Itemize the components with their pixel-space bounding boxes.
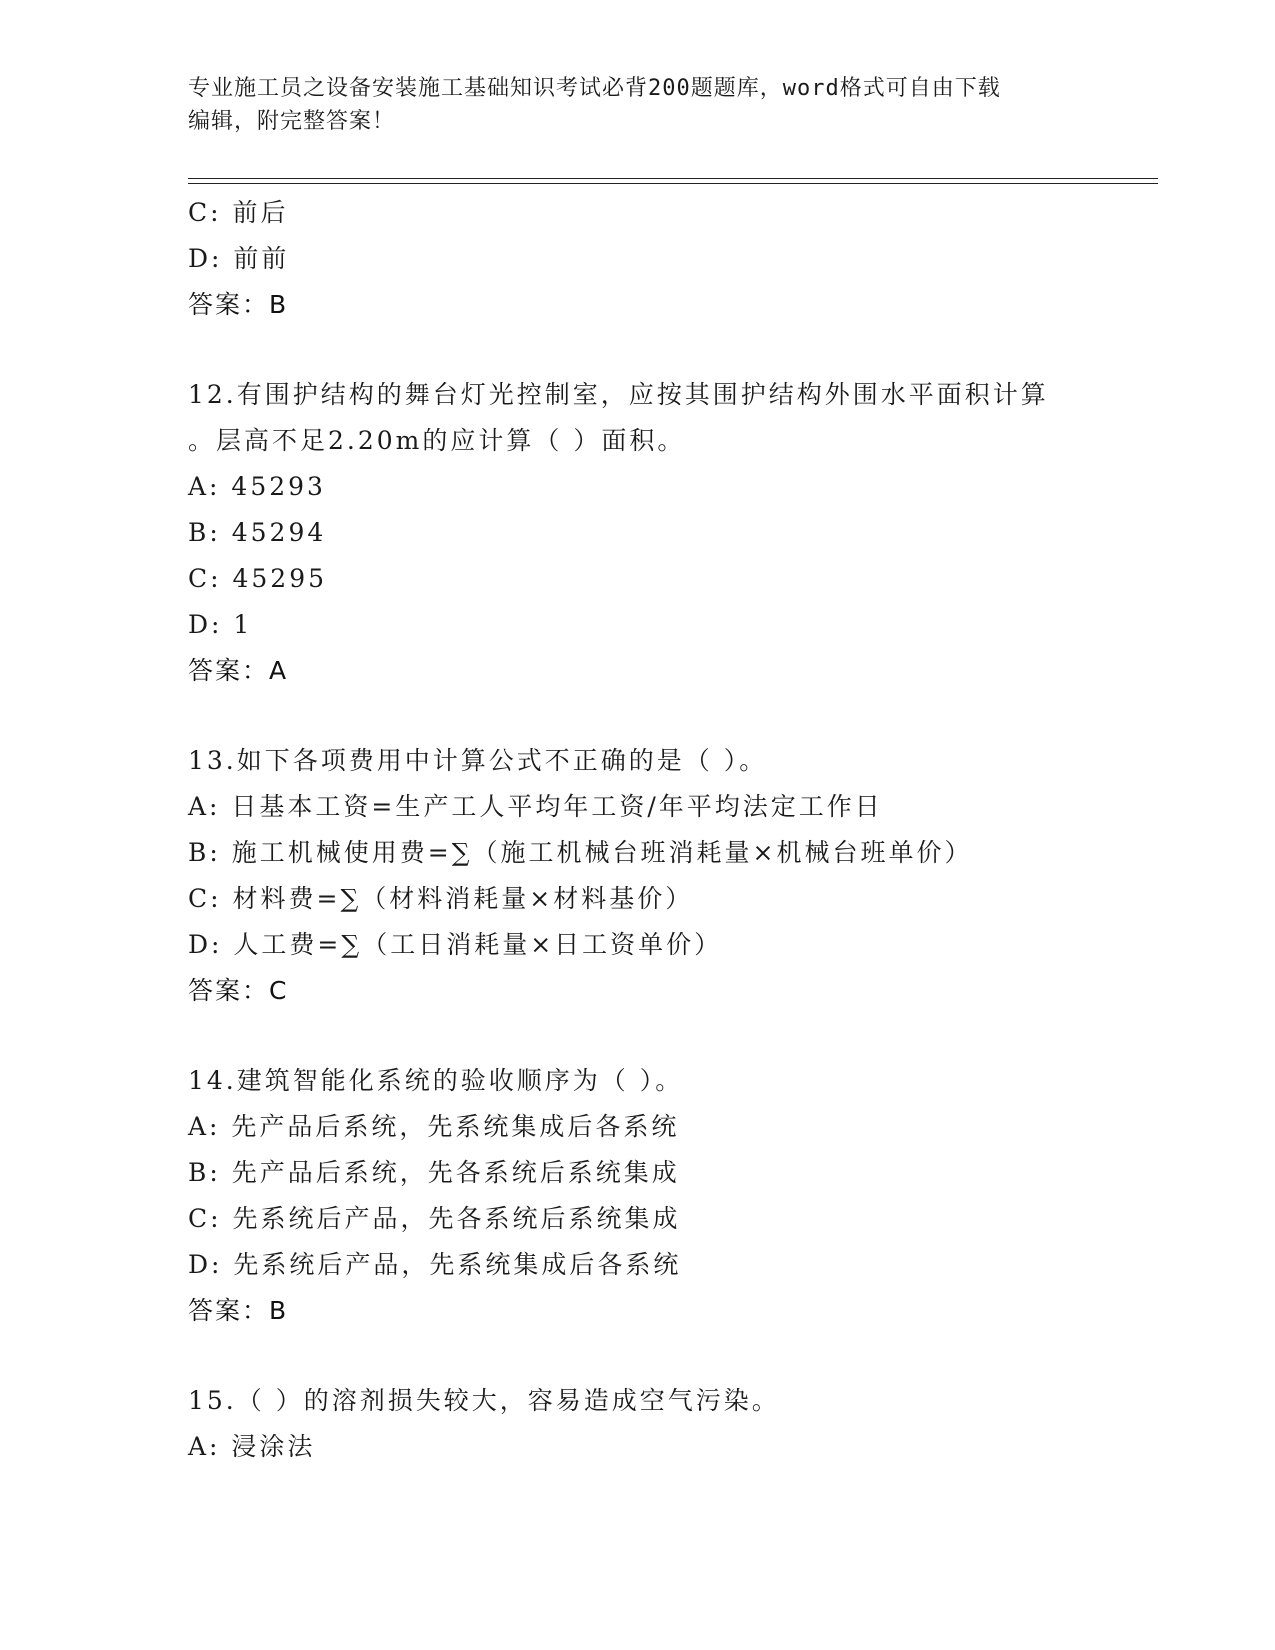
header-divider-bottom [188, 183, 1158, 184]
question-text-line-1: 12.有围护结构的舞台灯光控制室，应按其围护结构外围水平面积计算 [188, 380, 1049, 409]
question-13 [188, 738, 1088, 1014]
question-15 [188, 1378, 1088, 1470]
question-list [188, 190, 1088, 1470]
header-divider-top [188, 178, 1158, 179]
option-a: A: 45293 [188, 472, 326, 501]
option-d: D: 前前 [188, 244, 290, 273]
option-c: C: 前后 [188, 198, 289, 227]
question-11 [188, 190, 1088, 328]
question-14 [188, 1058, 1088, 1334]
answer-label: 答案：A [188, 656, 289, 685]
question-text: 15.（ ）的溶剂损失较大，容易造成空气污染。 [188, 1386, 780, 1415]
option-b: B: 先产品后系统，先各系统后系统集成 [188, 1158, 680, 1187]
option-c: C: 先系统后产品，先各系统后系统集成 [188, 1204, 681, 1233]
question-text: 14.建筑智能化系统的验收顺序为（ ）。 [188, 1066, 684, 1095]
question-text-line-2: 。层高不足2.20m的应计算（ ）面积。 [188, 426, 686, 455]
answer-label: 答案：B [188, 1296, 289, 1325]
question-text: 13.如下各项费用中计算公式不正确的是（ ）。 [188, 746, 768, 775]
option-a: A: 先产品后系统，先系统集成后各系统 [188, 1112, 680, 1141]
header-title-line-1: 专业施工员之设备安装施工基础知识考试必背200题题库，word格式可自由下载 [188, 76, 1001, 101]
answer-label: 答案：C [188, 976, 289, 1005]
option-d: D: 1 [188, 610, 253, 639]
header-title-line-2: 编辑，附完整答案！ [188, 109, 396, 134]
spacer [188, 1014, 1088, 1058]
spacer [188, 694, 1088, 738]
option-b: B: 45294 [188, 518, 327, 547]
question-12 [188, 372, 1088, 694]
option-b: B: 施工机械使用费=∑（施工机械台班消耗量×机械台班单价） [188, 838, 973, 867]
option-c: C: 材料费=∑（材料消耗量×材料基价） [188, 884, 694, 913]
option-d: D: 人工费=∑（工日消耗量×日工资单价） [188, 930, 723, 959]
option-a: A: 日基本工资=生产工人平均年工资/年平均法定工作日 [188, 792, 883, 821]
spacer [188, 1334, 1088, 1378]
option-c: C: 45295 [188, 564, 328, 593]
answer-label: 答案：B [188, 290, 289, 319]
page-header [188, 72, 1088, 138]
spacer [188, 328, 1088, 372]
option-a: A: 浸涂法 [188, 1432, 316, 1461]
option-d: D: 先系统后产品，先系统集成后各系统 [188, 1250, 682, 1279]
